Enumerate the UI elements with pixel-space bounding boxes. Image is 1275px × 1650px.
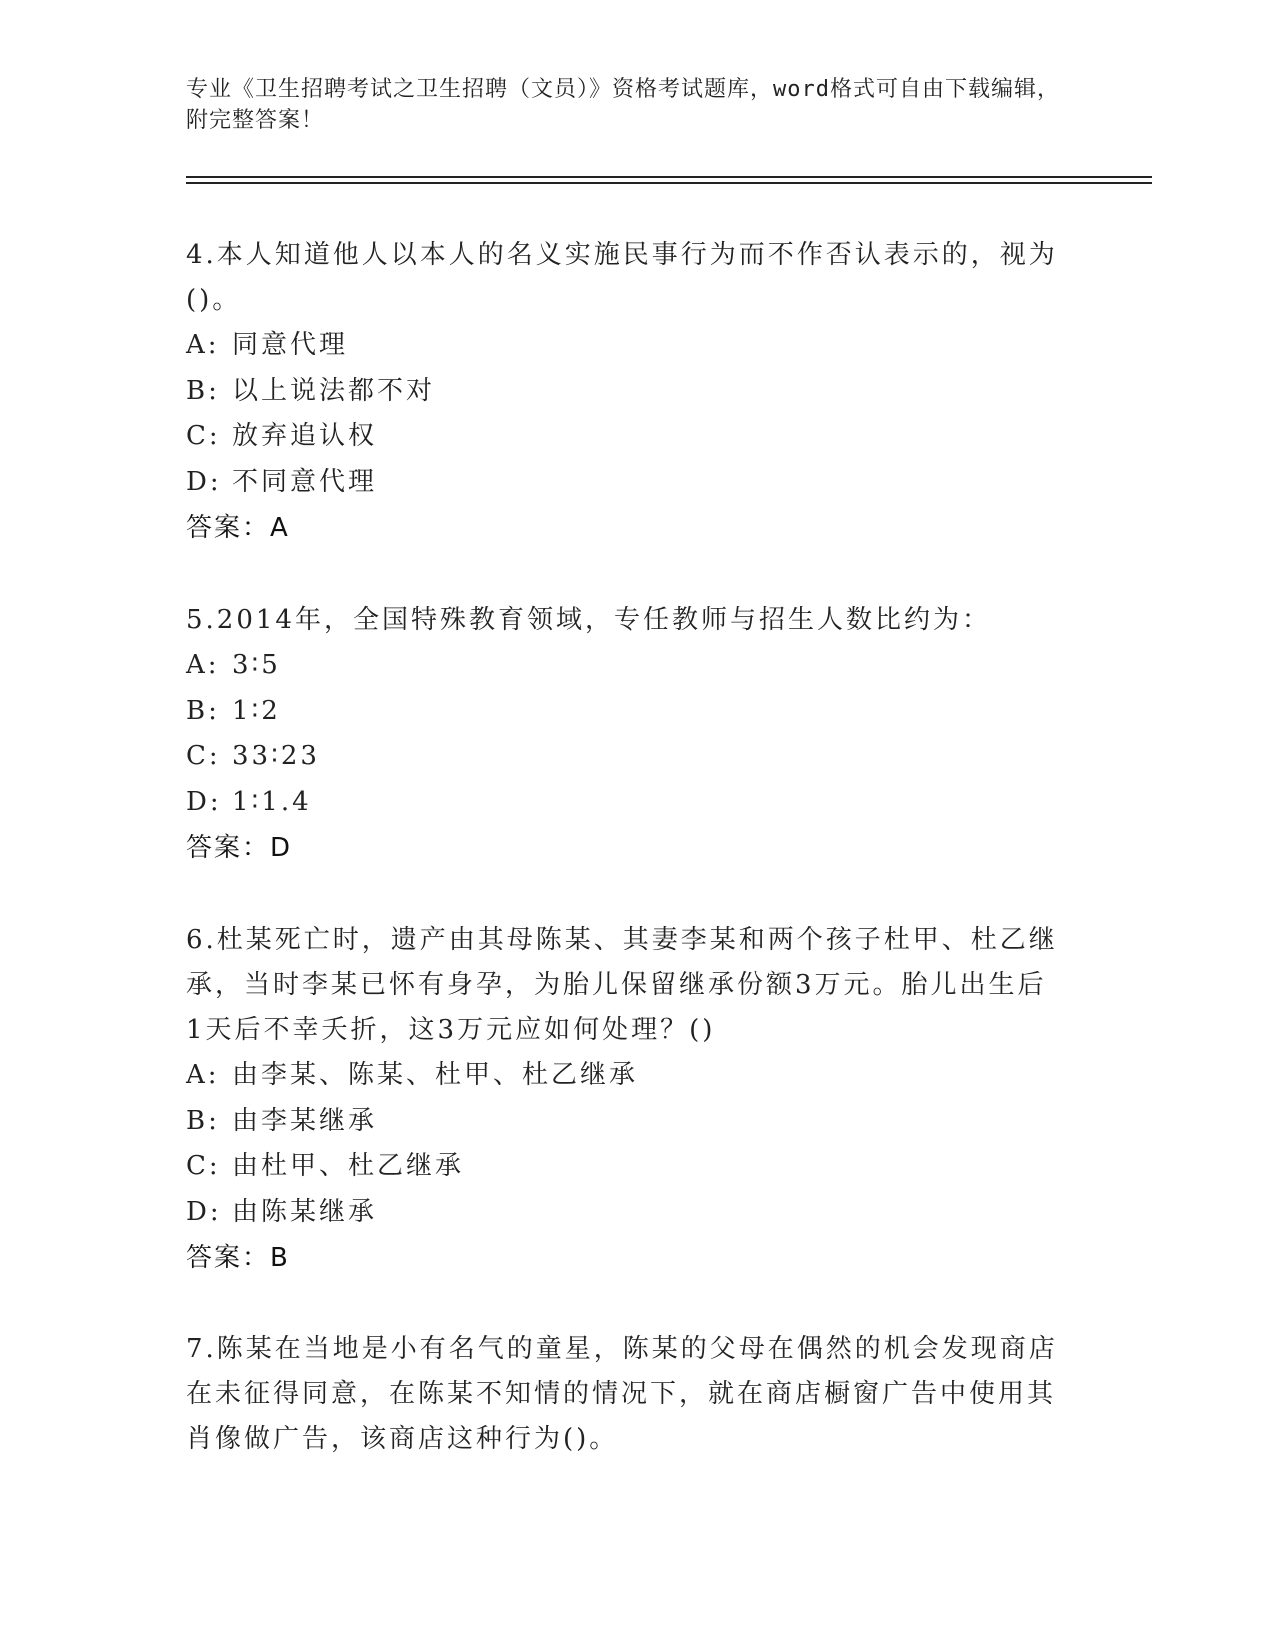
option-letter: A:: [186, 1060, 220, 1090]
option-text: 3∶5: [232, 650, 281, 680]
option-text: 同意代理: [232, 330, 349, 360]
option-letter: C:: [186, 1151, 221, 1181]
option-text: 1∶1.4: [232, 786, 312, 817]
option-text: 不同意代理: [232, 466, 378, 497]
option-d: [186, 1190, 1066, 1236]
option-text: 33∶23: [232, 741, 320, 771]
option-text: 由陈某继承: [232, 1196, 378, 1227]
question-4: [186, 233, 1066, 551]
answer-line: 答案：D: [186, 833, 293, 863]
option-d: [186, 460, 1066, 506]
option-text: 由李某、陈某、杜甲、杜乙继承: [232, 1060, 639, 1090]
option-text: 由杜甲、杜乙继承: [232, 1151, 465, 1181]
header-description: 专业《卫生招聘考试之卫生招聘（文员）》资格考试题库，word格式可自由下载编辑，附完整答案！: [186, 77, 1060, 133]
answer-line: 答案：B: [186, 1243, 290, 1273]
option-letter: D:: [186, 1196, 222, 1227]
question-stem: 7.陈某在当地是小有名气的童星，陈某的父母在偶然的机会发现商店在未征得同意，在陈某不知情的情况下，就在商店橱窗广告中使用其肖像做广告，该商店这种行为()。: [186, 1334, 1058, 1454]
option-c: [186, 1144, 1066, 1190]
option-a: [186, 323, 1066, 369]
option-c: [186, 734, 1066, 780]
option-a: [186, 1053, 1066, 1099]
question-stem: 6.杜某死亡时，遗产由其母陈某、其妻李某和两个孩子杜甲、杜乙继承，当时李某已怀有身孕，为胎儿保留继承份额3万元。胎儿出生后1天后不幸夭折，这3万元应如何处理？(): [186, 925, 1058, 1045]
option-letter: D:: [186, 786, 222, 817]
option-letter: D:: [186, 466, 222, 497]
option-b: [186, 369, 1066, 415]
header-divider-top: [186, 176, 1152, 178]
header-divider-bottom: [186, 182, 1152, 184]
question-7: [186, 1327, 1066, 1462]
option-letter: C:: [186, 741, 221, 771]
question-6: [186, 918, 1066, 1281]
option-text: 以上说法都不对: [232, 375, 436, 406]
option-d: [186, 780, 1066, 826]
answer-line: 答案：A: [186, 513, 290, 543]
option-c: [186, 414, 1066, 460]
option-a: [186, 643, 1066, 689]
option-letter: A:: [186, 330, 220, 360]
option-text: 1∶2: [232, 695, 281, 726]
question-5: [186, 598, 1066, 871]
option-b: [186, 1099, 1066, 1145]
option-b: [186, 689, 1066, 735]
option-letter: A:: [186, 650, 220, 680]
option-letter: B:: [186, 695, 220, 726]
question-stem: 4.本人知道他人以本人的名义实施民事行为而不作否认表示的，视为()。: [186, 240, 1058, 315]
question-stem: 5.2014年，全国特殊教育领域，专任教师与招生人数比约为：: [186, 605, 991, 635]
option-text: 放弃追认权: [232, 421, 378, 451]
option-letter: B:: [186, 1105, 220, 1136]
option-letter: B:: [186, 375, 220, 406]
option-letter: C:: [186, 421, 221, 451]
option-text: 由李某继承: [232, 1105, 378, 1136]
